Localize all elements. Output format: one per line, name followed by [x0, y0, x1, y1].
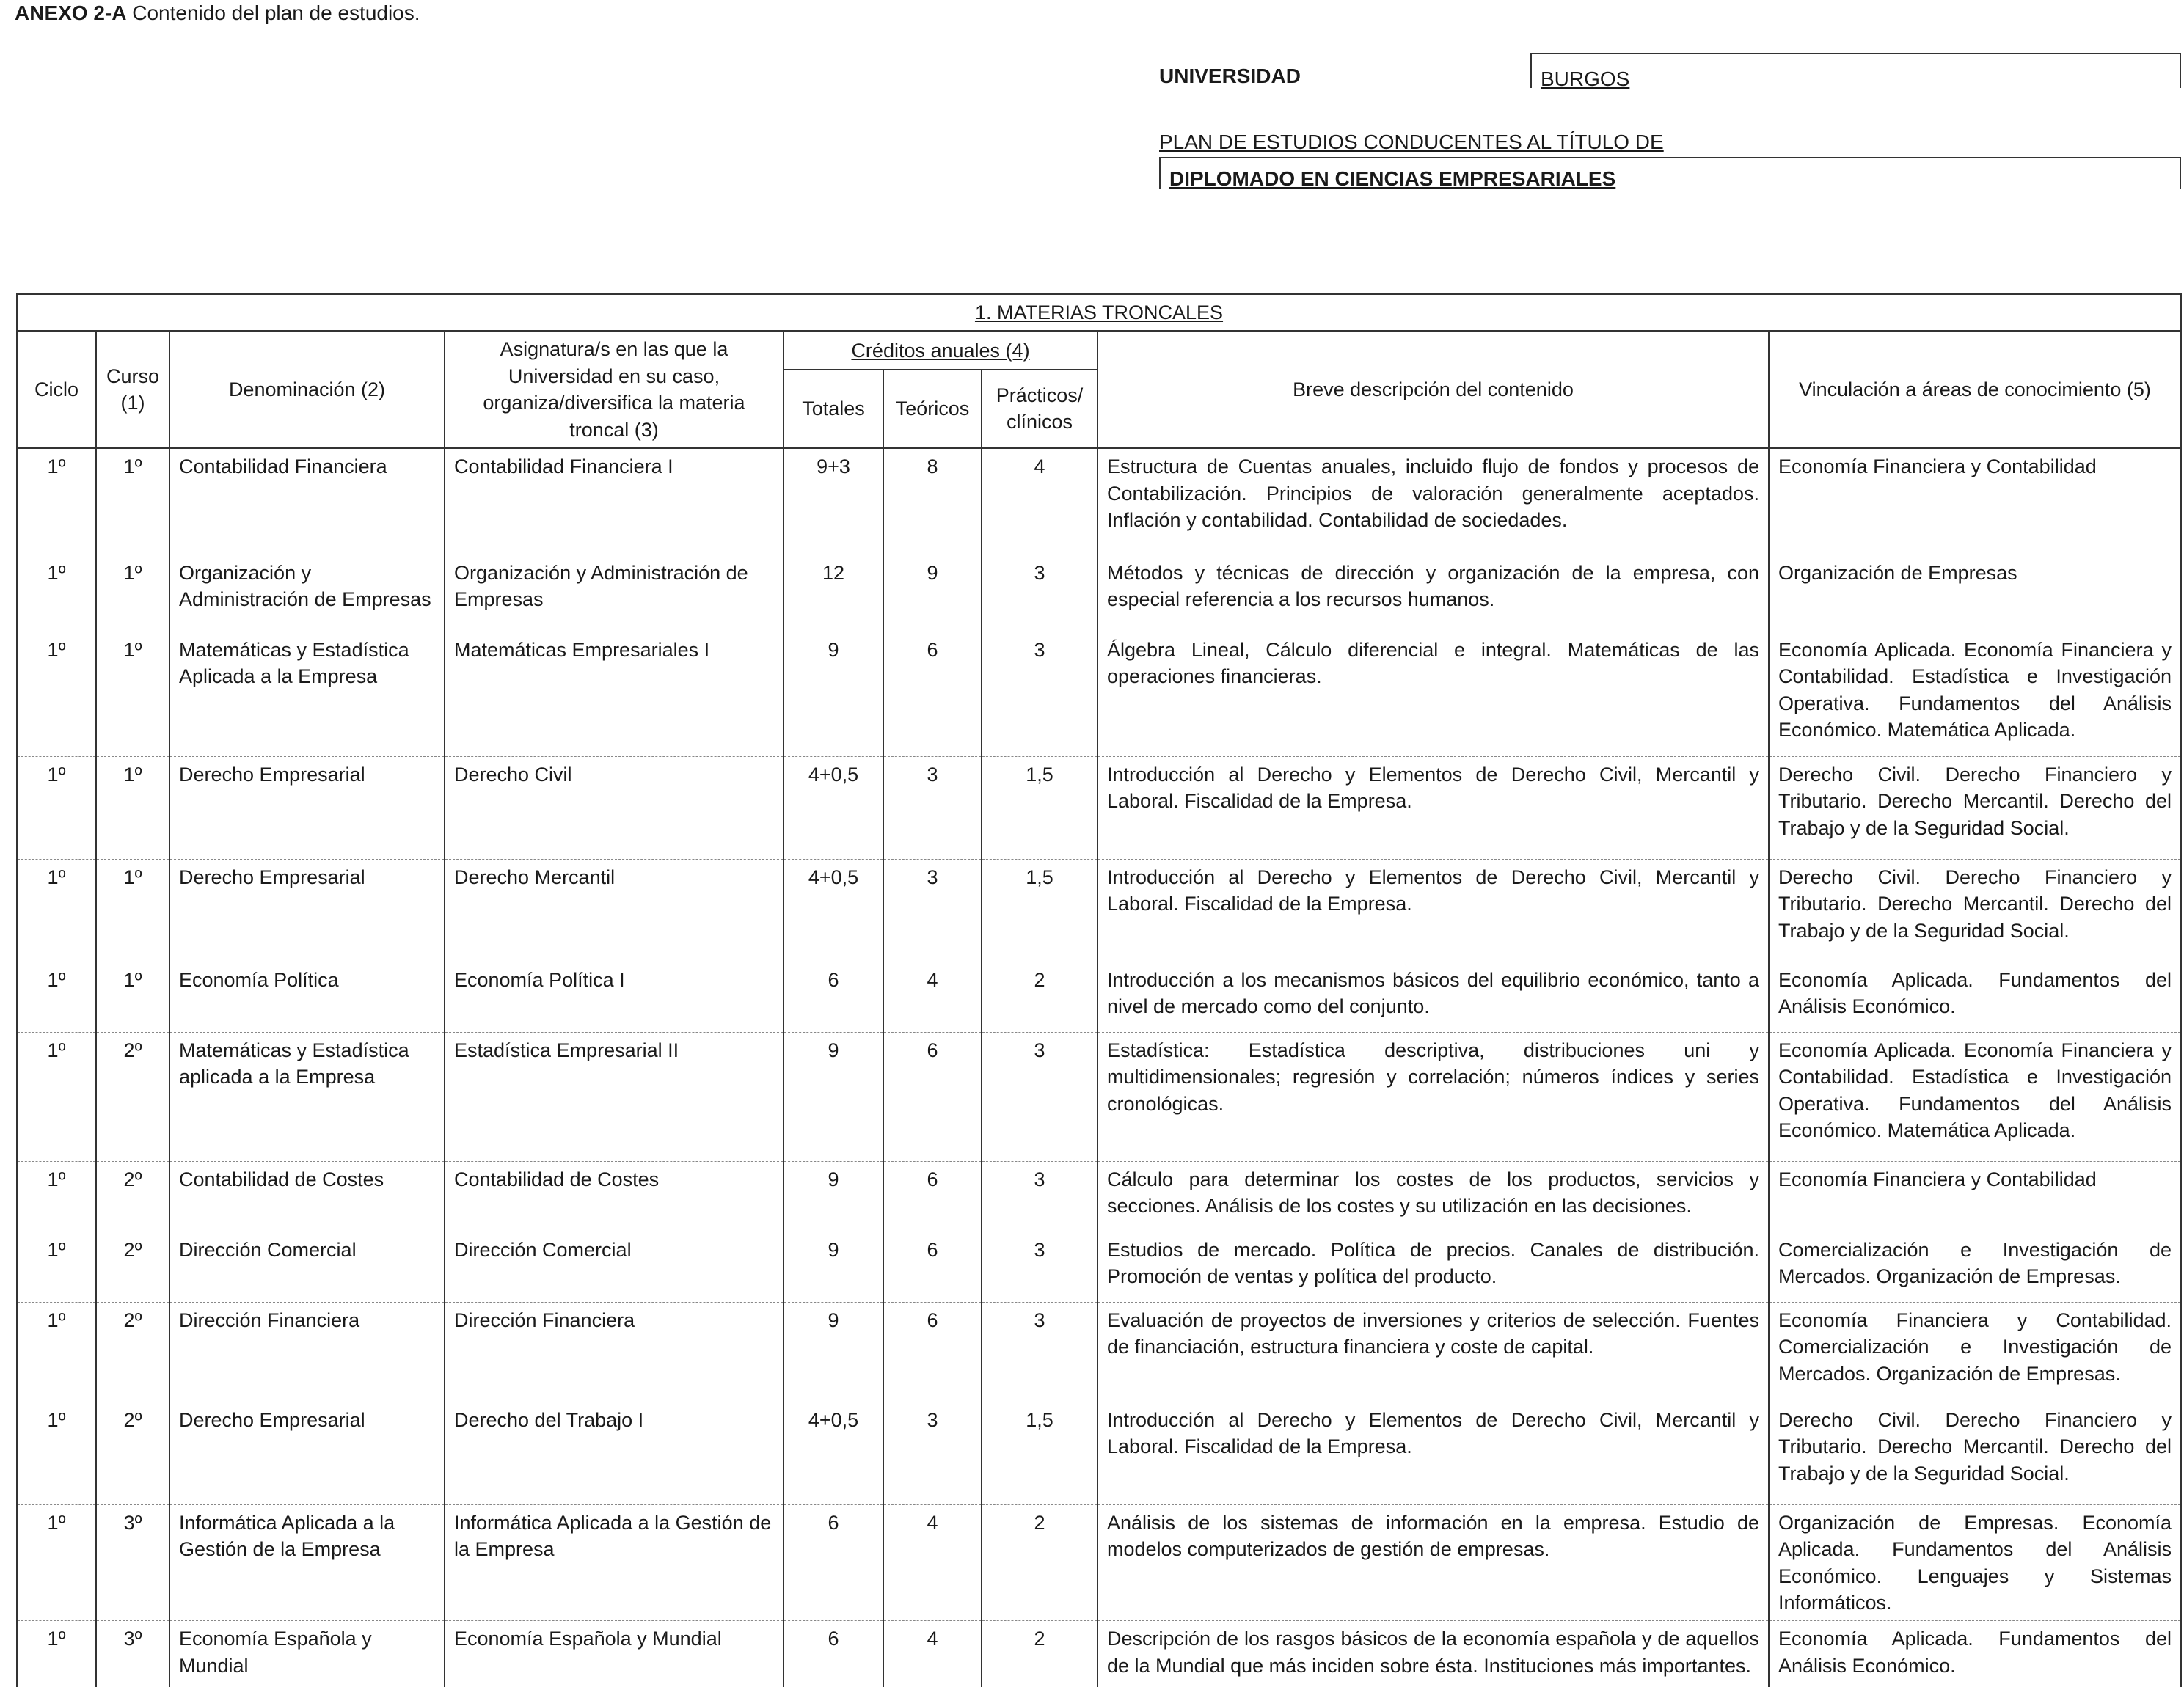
totales-cell: 9+3 — [784, 448, 883, 555]
descripcion-cell: Introducción al Derecho y Elementos de Derecho Civil, Mercantil y Laboral. Fiscalidad de la Empresa. — [1098, 756, 1769, 859]
descripcion-cell: Introducción a los mecanismos básicos del equilibrio económico, tanto a nivel de mercado como del conjunto. — [1098, 962, 1769, 1032]
curso-cell: 2º — [96, 1032, 169, 1161]
vinculacion-cell: Organización de Empresas — [1769, 555, 2181, 632]
practicos-cell: 2 — [982, 962, 1098, 1032]
ciclo-cell: 1º — [17, 632, 96, 756]
teoricos-cell: 6 — [883, 1161, 982, 1232]
vinculacion-cell: Economía Aplicada. Fundamentos del Análisis Económico. — [1769, 962, 2181, 1032]
totales-cell: 4+0,5 — [784, 756, 883, 859]
descripcion-cell: Introducción al Derecho y Elementos de Derecho Civil, Mercantil y Laboral. Fiscalidad de la Empresa. — [1098, 859, 1769, 962]
asignatura-cell: Estadística Empresarial II — [445, 1032, 784, 1161]
totales-cell: 6 — [784, 962, 883, 1032]
practicos-cell: 3 — [982, 555, 1098, 632]
teoricos-cell: 3 — [883, 859, 982, 962]
descripcion-cell: Estudios de mercado. Política de precios. Canales de distribución. Promoción de ventas y política del producto. — [1098, 1232, 1769, 1302]
ciclo-cell: 1º — [17, 859, 96, 962]
vinculacion-cell: Economía Financiera y Contabilidad — [1769, 1161, 2181, 1232]
descripcion-cell: Descripción de los rasgos básicos de la economía española y de aquellos de la Mundial que más inciden sobre ésta. Instituciones más importantes. — [1098, 1621, 1769, 1687]
denominacion-cell: Derecho Empresarial — [169, 1402, 445, 1504]
header-asignaturas: Asignatura/s en las que la Universidad en su caso, organiza/diversifica la materia troncal (3) — [445, 331, 784, 448]
totales-cell: 9 — [784, 632, 883, 756]
curso-cell: 2º — [96, 1232, 169, 1302]
table-row — [17, 1161, 2181, 1232]
teoricos-cell: 6 — [883, 1032, 982, 1161]
totales-cell: 6 — [784, 1621, 883, 1687]
denominacion-cell: Derecho Empresarial — [169, 756, 445, 859]
denominacion-cell: Contabilidad de Costes — [169, 1161, 445, 1232]
ciclo-cell: 1º — [17, 756, 96, 859]
curso-cell: 2º — [96, 1302, 169, 1402]
practicos-cell: 1,5 — [982, 859, 1098, 962]
ciclo-cell: 1º — [17, 1161, 96, 1232]
descripcion-cell: Introducción al Derecho y Elementos de Derecho Civil, Mercantil y Laboral. Fiscalidad de la Empresa. — [1098, 1402, 1769, 1504]
teoricos-cell: 6 — [883, 1232, 982, 1302]
asignatura-cell: Informática Aplicada a la Gestión de la Empresa — [445, 1504, 784, 1621]
table-body — [17, 448, 2181, 1687]
asignatura-cell: Contabilidad Financiera I — [445, 448, 784, 555]
table-title: 1. MATERIAS TRONCALES — [17, 294, 2181, 331]
practicos-cell: 4 — [982, 448, 1098, 555]
denominacion-cell: Organización y Administración de Empresas — [169, 555, 445, 632]
vinculacion-cell: Comercialización e Investigación de Mercados. Organización de Empresas. — [1769, 1232, 2181, 1302]
curso-cell: 1º — [96, 632, 169, 756]
table-row — [17, 448, 2181, 555]
practicos-cell: 3 — [982, 1232, 1098, 1302]
asignatura-cell: Contabilidad de Costes — [445, 1161, 784, 1232]
annex-number: ANEXO 2-A — [15, 1, 127, 24]
table-row — [17, 756, 2181, 859]
totales-cell: 9 — [784, 1032, 883, 1161]
totales-cell: 12 — [784, 555, 883, 632]
asignatura-cell: Economía Española y Mundial — [445, 1621, 784, 1687]
teoricos-cell: 3 — [883, 756, 982, 859]
universidad-field — [1530, 53, 2181, 88]
ciclo-cell: 1º — [17, 555, 96, 632]
teoricos-cell: 4 — [883, 962, 982, 1032]
vinculacion-cell: Economía Aplicada. Fundamentos del Análisis Económico. — [1769, 1621, 2181, 1687]
table-row — [17, 1302, 2181, 1402]
table-row — [17, 1402, 2181, 1504]
totales-cell: 4+0,5 — [784, 859, 883, 962]
vinculacion-cell: Economía Aplicada. Economía Financiera y Contabilidad. Estadística e Investigación Operativa. Fundamentos del Análisis Económico. Matemática Aplicada. — [1769, 632, 2181, 756]
vinculacion-cell: Derecho Civil. Derecho Financiero y Tributario. Derecho Mercantil. Derecho del Trabajo y de la Seguridad Social. — [1769, 1402, 2181, 1504]
table-row — [17, 1232, 2181, 1302]
teoricos-cell: 6 — [883, 632, 982, 756]
teoricos-cell: 6 — [883, 1302, 982, 1402]
teoricos-cell: 3 — [883, 1402, 982, 1504]
asignatura-cell: Matemáticas Empresariales I — [445, 632, 784, 756]
practicos-cell: 3 — [982, 1302, 1098, 1402]
header-ciclo: Ciclo — [17, 331, 96, 448]
table-row — [17, 859, 2181, 962]
table-row — [17, 1032, 2181, 1161]
materias-troncales-table — [16, 293, 2182, 1687]
denominacion-cell: Matemáticas y Estadística Aplicada a la Empresa — [169, 632, 445, 756]
plan-title-field — [1159, 157, 2181, 189]
header-denominacion: Denominación (2) — [169, 331, 445, 448]
teoricos-cell: 4 — [883, 1504, 982, 1621]
ciclo-cell: 1º — [17, 1302, 96, 1402]
curso-cell: 3º — [96, 1621, 169, 1687]
totales-cell: 4+0,5 — [784, 1402, 883, 1504]
header-curso: Curso (1) — [96, 331, 169, 448]
asignatura-cell: Economía Política I — [445, 962, 784, 1032]
annex-heading — [15, 1, 420, 25]
vinculacion-cell: Organización de Empresas. Economía Aplicada. Fundamentos del Análisis Económico. Lenguajes y Sistemas Informáticos. — [1769, 1504, 2181, 1621]
curso-cell: 1º — [96, 859, 169, 962]
totales-cell: 6 — [784, 1504, 883, 1621]
header-practicos: Prácticos/ clínicos — [982, 370, 1098, 449]
curso-cell: 1º — [96, 962, 169, 1032]
header-descripcion: Breve descripción del contenido — [1098, 331, 1769, 448]
header-vinculacion: Vinculación a áreas de conocimiento (5) — [1769, 331, 2181, 448]
annex-description: Contenido del plan de estudios. — [126, 1, 420, 24]
asignatura-cell: Dirección Financiera — [445, 1302, 784, 1402]
descripcion-cell: Estructura de Cuentas anuales, incluido flujo de fondos y procesos de Contabilización. Principios de valoración generalmente aceptados. Inflación y contabilidad. Contabilidad de sociedades. — [1098, 448, 1769, 555]
ciclo-cell: 1º — [17, 1402, 96, 1504]
denominacion-cell: Dirección Comercial — [169, 1232, 445, 1302]
ciclo-cell: 1º — [17, 448, 96, 555]
denominacion-cell: Economía Española y Mundial — [169, 1621, 445, 1687]
plan-label: PLAN DE ESTUDIOS CONDUCENTES AL TÍTULO DE — [1159, 131, 1664, 153]
table-row — [17, 962, 2181, 1032]
descripcion-cell: Análisis de los sistemas de información en la empresa. Estudio de modelos computerizados de gestión de empresas. — [1098, 1504, 1769, 1621]
asignatura-cell: Derecho del Trabajo I — [445, 1402, 784, 1504]
denominacion-cell: Derecho Empresarial — [169, 859, 445, 962]
header-teoricos: Teóricos — [883, 370, 982, 449]
table-row — [17, 555, 2181, 632]
practicos-cell: 2 — [982, 1504, 1098, 1621]
asignatura-cell: Derecho Mercantil — [445, 859, 784, 962]
totales-cell: 9 — [784, 1302, 883, 1402]
vinculacion-cell: Economía Financiera y Contabilidad — [1769, 448, 2181, 555]
practicos-cell: 1,5 — [982, 756, 1098, 859]
practicos-cell: 2 — [982, 1621, 1098, 1687]
totales-cell: 9 — [784, 1232, 883, 1302]
descripcion-cell: Álgebra Lineal, Cálculo diferencial e integral. Matemáticas de las operaciones financieras. — [1098, 632, 1769, 756]
descripcion-cell: Métodos y técnicas de dirección y organización de la empresa, con especial referencia a los recursos humanos. — [1098, 555, 1769, 632]
practicos-cell: 1,5 — [982, 1402, 1098, 1504]
descripcion-cell: Cálculo para determinar los costes de los productos, servicios y secciones. Análisis de los costes y su utilización en las decisiones. — [1098, 1161, 1769, 1232]
header-creditos: Créditos anuales (4) — [784, 331, 1098, 369]
curso-cell: 3º — [96, 1504, 169, 1621]
plan-title-value: DIPLOMADO EN CIENCIAS EMPRESARIALES — [1169, 167, 1616, 190]
table-row — [17, 1504, 2181, 1621]
practicos-cell: 3 — [982, 1161, 1098, 1232]
teoricos-cell: 8 — [883, 448, 982, 555]
vinculacion-cell: Derecho Civil. Derecho Financiero y Tributario. Derecho Mercantil. Derecho del Trabajo y de la Seguridad Social. — [1769, 756, 2181, 859]
asignatura-cell: Derecho Civil — [445, 756, 784, 859]
descripcion-cell: Evaluación de proyectos de inversiones y criterios de selección. Fuentes de financiación, estructura financiera y coste de capital. — [1098, 1302, 1769, 1402]
teoricos-cell: 4 — [883, 1621, 982, 1687]
ciclo-cell: 1º — [17, 1504, 96, 1621]
header-totales: Totales — [784, 370, 883, 449]
ciclo-cell: 1º — [17, 1232, 96, 1302]
table-row — [17, 1621, 2181, 1687]
practicos-cell: 3 — [982, 1032, 1098, 1161]
ciclo-cell: 1º — [17, 962, 96, 1032]
curso-cell: 1º — [96, 756, 169, 859]
denominacion-cell: Matemáticas y Estadística aplicada a la Empresa — [169, 1032, 445, 1161]
teoricos-cell: 9 — [883, 555, 982, 632]
universidad-value: BURGOS — [1541, 67, 1630, 90]
vinculacion-cell: Economía Financiera y Contabilidad. Comercialización e Investigación de Mercados. Organización de Empresas. — [1769, 1302, 2181, 1402]
descripcion-cell: Estadística: Estadística descriptiva, distribuciones uni y multidimensionales; regresión y correlación; números índices y series cronológicas. — [1098, 1032, 1769, 1161]
universidad-label: UNIVERSIDAD — [1159, 65, 1301, 87]
asignatura-cell: Dirección Comercial — [445, 1232, 784, 1302]
table-row — [17, 632, 2181, 756]
vinculacion-cell: Economía Aplicada. Economía Financiera y Contabilidad. Estadística e Investigación Operativa. Fundamentos del Análisis Económico. Matemática Aplicada. — [1769, 1032, 2181, 1161]
ciclo-cell: 1º — [17, 1032, 96, 1161]
curso-cell: 2º — [96, 1161, 169, 1232]
ciclo-cell: 1º — [17, 1621, 96, 1687]
totales-cell: 9 — [784, 1161, 883, 1232]
curso-cell: 2º — [96, 1402, 169, 1504]
denominacion-cell: Economía Política — [169, 962, 445, 1032]
practicos-cell: 3 — [982, 632, 1098, 756]
vinculacion-cell: Derecho Civil. Derecho Financiero y Tributario. Derecho Mercantil. Derecho del Trabajo y de la Seguridad Social. — [1769, 859, 2181, 962]
asignatura-cell: Organización y Administración de Empresas — [445, 555, 784, 632]
denominacion-cell: Dirección Financiera — [169, 1302, 445, 1402]
curso-cell: 1º — [96, 448, 169, 555]
denominacion-cell: Contabilidad Financiera — [169, 448, 445, 555]
denominacion-cell: Informática Aplicada a la Gestión de la Empresa — [169, 1504, 445, 1621]
curso-cell: 1º — [96, 555, 169, 632]
